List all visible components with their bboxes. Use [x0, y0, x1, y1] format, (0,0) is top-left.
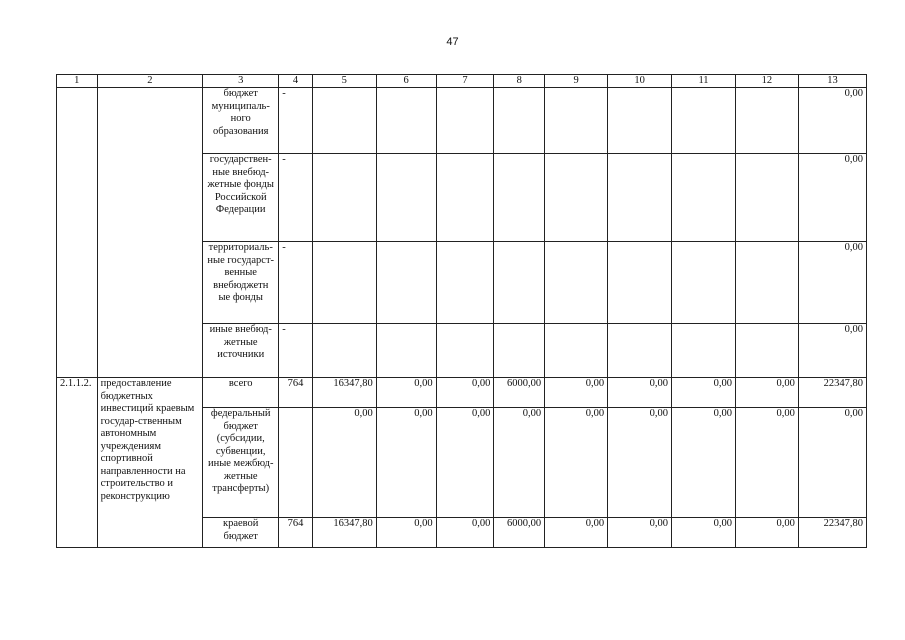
item-number: 2.1.1.2. — [57, 378, 98, 548]
header-cell: 8 — [494, 75, 545, 88]
empty-cell — [97, 88, 203, 378]
code-cell: - — [279, 242, 312, 324]
code-cell — [279, 408, 312, 518]
table-row — [57, 88, 867, 154]
code-cell: - — [279, 88, 312, 154]
value-cell: 0,00 — [608, 408, 672, 518]
value-cell: 0,00 — [735, 378, 798, 408]
value-cell: 0,00 — [545, 378, 608, 408]
header-row — [57, 75, 867, 88]
value-cell: 0,00 — [436, 378, 494, 408]
header-cell: 1 — [57, 75, 98, 88]
page-number: 47 — [446, 36, 459, 48]
value-cell: 6000,00 — [494, 518, 545, 548]
header-cell: 10 — [608, 75, 672, 88]
value-cell: 0,00 — [436, 408, 494, 518]
total-cell: 0,00 — [798, 324, 866, 378]
header-cell: 2 — [97, 75, 203, 88]
item-description: предоставление бюджетных инвестиций краевым государ-ственным автономным учреждениям спортивной направленности на строительство и реконструкцию — [97, 378, 203, 548]
value-cell: 22347,80 — [798, 518, 866, 548]
total-cell: 0,00 — [798, 88, 866, 154]
empty-cell — [57, 88, 98, 378]
header-cell: 5 — [312, 75, 376, 88]
header-cell: 11 — [672, 75, 736, 88]
value-cell: 0,00 — [672, 408, 736, 518]
value-cell: 16347,80 — [312, 518, 376, 548]
code-cell: - — [279, 324, 312, 378]
value-cell: 0,00 — [735, 408, 798, 518]
funding-source: всего — [203, 378, 279, 408]
funding-source: краевой бюджет — [203, 518, 279, 548]
code-cell: 764 — [279, 378, 312, 408]
total-cell: 0,00 — [798, 242, 866, 324]
value-cell: 0,00 — [672, 518, 736, 548]
code-cell: - — [279, 154, 312, 242]
value-cell: 0,00 — [376, 518, 436, 548]
funding-source: территориаль-ные государст-венные внебюджетн ые фонды — [203, 242, 279, 324]
value-cell: 0,00 — [608, 378, 672, 408]
header-cell: 4 — [279, 75, 312, 88]
header-cell: 6 — [376, 75, 436, 88]
header-cell: 13 — [798, 75, 866, 88]
value-cell: 22347,80 — [798, 378, 866, 408]
value-cell: 0,00 — [608, 518, 672, 548]
funding-source: бюджет муниципаль-ного образования — [203, 88, 279, 154]
value-cell: 0,00 — [798, 408, 866, 518]
value-cell: 0,00 — [672, 378, 736, 408]
value-cell: 0,00 — [312, 408, 376, 518]
value-cell: 0,00 — [545, 408, 608, 518]
header-cell: 7 — [436, 75, 494, 88]
value-cell: 0,00 — [494, 408, 545, 518]
value-cell: 0,00 — [545, 518, 608, 548]
code-cell: 764 — [279, 518, 312, 548]
value-cell: 0,00 — [376, 378, 436, 408]
total-cell: 0,00 — [798, 154, 866, 242]
value-cell: 0,00 — [376, 408, 436, 518]
header-cell: 3 — [203, 75, 279, 88]
value-cell: 0,00 — [735, 518, 798, 548]
funding-source: государствен-ные внебюд-жетные фонды Российской Федерации — [203, 154, 279, 242]
header-cell: 12 — [735, 75, 798, 88]
value-cell: 0,00 — [436, 518, 494, 548]
funding-source: иные внебюд-жетные источники — [203, 324, 279, 378]
budget-table — [56, 74, 867, 548]
value-cell: 16347,80 — [312, 378, 376, 408]
funding-source: федеральный бюджет (субсидии, субвенции, иные межбюд-жетные трансферты) — [203, 408, 279, 518]
header-cell: 9 — [545, 75, 608, 88]
table-row — [57, 378, 867, 408]
value-cell: 6000,00 — [494, 378, 545, 408]
